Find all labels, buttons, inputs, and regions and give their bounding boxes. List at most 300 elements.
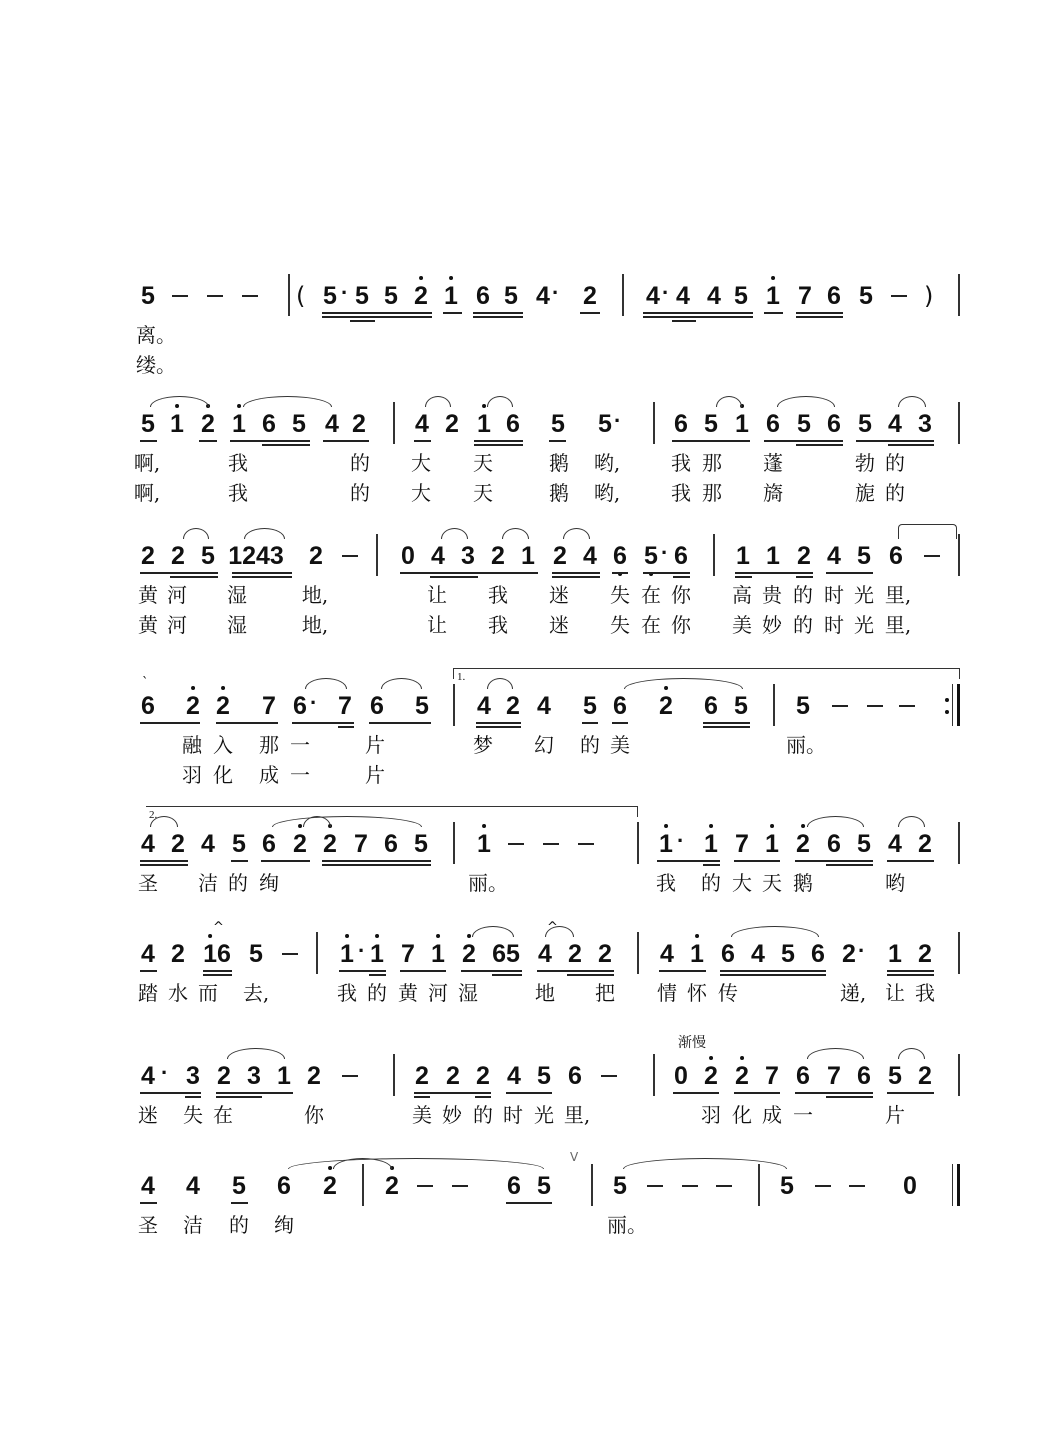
accent-mark: ` [142,676,149,691]
note [186,692,200,720]
note-digit: 1 [370,940,384,968]
note [903,1172,917,1200]
note [477,830,491,858]
lyric-syllable: 化 [732,1103,752,1127]
octave-up-dot [221,686,225,690]
note-digit: 6 [827,410,841,438]
note-digit: 7 [765,1062,779,1090]
note [660,940,674,968]
note [859,282,873,310]
note-digit: 7 [262,692,276,720]
score-system [0,671,1061,792]
sustain-dash [849,1185,865,1187]
note-digit: 5 [857,542,871,570]
octave-up-dot [375,934,379,938]
octave-up-dot [695,934,699,938]
lyric-syllable: 圣 [138,1213,158,1237]
note-digit: 2 [735,1062,749,1090]
note-digit: 2 [307,1062,321,1090]
accent-mark: ^ [547,920,558,935]
note-digit: 2 [491,542,505,570]
note-digit: 2 [462,940,476,968]
note-digit: 3 [918,410,932,438]
barline [958,932,960,974]
note [414,282,428,310]
octave-up-dot [709,1056,713,1060]
rhythm-underline [795,1092,873,1094]
volta-label: 1. [457,671,466,683]
note-digit: 5 [858,410,872,438]
note [765,1062,779,1090]
rhythm-underline [140,1092,201,1094]
note-digit: 2 [797,542,811,570]
lyric-syllable: 光 [854,613,874,637]
note [827,1062,841,1090]
note [766,282,780,310]
note [477,692,491,720]
octave-up-dot [482,404,486,408]
note [766,410,780,438]
rhythm-underline [230,440,310,442]
rhythm-underline [414,1096,430,1098]
rhythm-underline [170,576,218,578]
barline [637,932,639,974]
rhythm-underline [506,1202,552,1204]
note-digit: 4 [888,830,902,858]
note-digit: 6 [827,282,841,310]
note-digit: 6 [766,410,780,438]
note-digit: 6 [277,1172,291,1200]
lyric-syllable: 羽 [182,763,202,787]
note-digit: 2 [446,1062,460,1090]
augmentation-dot: · [341,280,349,305]
note-digit: 2 [415,1062,429,1090]
note-digit: 1 [766,282,780,310]
note [262,410,276,438]
rhythm-underline [476,726,521,728]
lyric-syllable: 鹅 [549,481,569,505]
note-digit: 5 [201,542,215,570]
lyric-syllable: 绚 [259,871,279,895]
rhythm-underline [203,974,232,976]
rhythm-underline [414,440,431,442]
lyric-syllable: 美 [610,733,630,757]
rhythm-underline [473,316,523,318]
note [401,542,415,570]
note-digit: 7 [338,692,352,720]
rhythm-underline [476,722,521,724]
lyric-syllable: 天 [473,481,493,505]
note-digit: 5 [292,410,306,438]
rhythm-underline [643,572,690,574]
note-digit: 4 [646,282,660,310]
rhythm-underline [185,1096,201,1098]
lyric-syllable: 水 [168,981,188,1005]
note-digit: 2 [476,1062,490,1090]
rhythm-underline [232,572,292,574]
note [613,542,627,570]
note [414,830,428,858]
rhythm-underline [261,860,310,862]
note-digit: 3 [247,1062,261,1090]
rhythm-underline [199,440,217,442]
note-digit: 2 [704,1062,718,1090]
lyric-syllable: 天 [473,451,493,475]
note-digit: 4 [537,692,551,720]
lyric-syllable: 幻 [534,733,554,757]
lyric-syllable: 我 [915,981,935,1005]
note [796,1062,810,1090]
note-digit: 7 [827,1062,841,1090]
lyric-syllable: 让 [885,981,905,1005]
octave-up-dot [801,824,805,828]
note [644,542,658,570]
note [277,1062,291,1090]
note [704,830,718,858]
note [521,542,535,570]
rhythm-underline [474,444,523,446]
rhythm-underline [672,440,750,442]
slur-tie [272,816,422,827]
slur-tie [563,528,590,539]
lyric-syllable: 把 [595,981,615,1005]
note [462,940,476,968]
note-digit: 5 [797,410,811,438]
rhythm-underline [473,312,523,314]
note [354,830,368,858]
note [734,282,748,310]
rhythm-underline [461,970,522,972]
note-digit: 2 [842,940,856,968]
lyric-syllable: 让 [427,613,447,637]
rhythm-underline [140,860,188,862]
note-digit: 4 [141,830,155,858]
rhythm-underline [322,860,431,862]
note-digit: 5 [704,410,718,438]
note [141,282,155,310]
lyric-syllable: 洁 [198,871,218,895]
sustain-dash [891,295,907,297]
note-digit: 5 [384,282,398,310]
note-digit: 4 [707,282,721,310]
note-digit: 4 [538,940,552,968]
lyric-syllable: 大 [732,871,752,895]
sustain-dash [832,705,848,707]
slur-tie [716,396,742,407]
note [780,1172,794,1200]
octave-up-dot [419,276,423,280]
note [262,830,276,858]
lyric-syllable: 迷 [549,613,569,637]
note-digit: 2 [414,282,428,310]
lyric-syllable: 地, [301,583,329,607]
note-digit: 2 [141,542,155,570]
slur-tie [150,396,209,407]
octave-up-dot [482,824,486,828]
note [797,542,811,570]
note [751,940,765,968]
lyric-syllable: 而 [198,981,218,1005]
note-digit: 4 [827,542,841,570]
barline [637,822,639,864]
sustain-dash [172,295,188,297]
note-digit: 4 [536,282,550,310]
note-digit: 2 [171,542,185,570]
lyric-syllable: 哟, [593,481,621,505]
rhythm-underline [140,572,218,574]
note-digit: 5 [888,1062,902,1090]
note [355,282,369,310]
note [674,410,688,438]
lyric-syllable: 大 [411,451,431,475]
barline [958,274,960,316]
lyric-syllable: 在 [213,1103,233,1127]
note-digit: 2 [445,410,459,438]
note [446,1062,460,1090]
lyric-syllable: 的 [228,871,248,895]
lyric-syllable: 鹅 [793,871,813,895]
note [735,410,749,438]
rhythm-underline [796,576,813,578]
sustain-dash [815,1185,831,1187]
slur-tie [898,524,957,539]
lyric-syllable: 的 [367,981,387,1005]
volta-bracket [146,806,638,821]
slur-tie [425,396,451,407]
note-digit: 6 [262,410,276,438]
note-digit: 5 [249,940,263,968]
lyric-syllable: 让 [427,583,447,607]
note [141,410,155,438]
note-digit: 5 [644,542,658,570]
lyric-syllable: 时 [824,613,844,637]
lyric-syllable: 地 [535,981,555,1005]
note [444,282,458,310]
note-digit: 6 [674,542,688,570]
note [385,1172,399,1200]
note-digit: 1243 [228,542,284,570]
lyric-syllable: 的 [229,1213,249,1237]
note-digit: 2 [918,1062,932,1090]
note [186,1172,200,1200]
note [232,410,246,438]
note-digit: 5 [141,410,155,438]
note [171,830,185,858]
score-system [0,809,1061,930]
rhythm-underline [492,974,522,976]
note [477,410,491,438]
parenthesis: ) [924,282,934,310]
note-digit: 5 [537,1062,551,1090]
lyric-syllable: 蓬 [763,451,783,475]
slur-tie [807,1048,864,1059]
note [827,830,841,858]
lyric-syllable: 洁 [183,1213,203,1237]
note-digit: 6 [507,1172,521,1200]
note-digit: 0 [674,1062,688,1090]
lyric-syllable: 贵 [762,583,782,607]
note [583,542,597,570]
lyric-syllable: 丽。 [607,1213,647,1237]
note-digit: 6 [476,282,490,310]
lyric-syllable: 哟, [593,451,621,475]
note [352,410,366,438]
lyric-syllable: 我 [656,871,676,895]
sustain-dash [417,1185,433,1187]
rhythm-underline [612,722,628,724]
lyric-syllable: 圣 [138,871,158,895]
lyric-syllable: 离。 [136,323,176,347]
lyric-syllable: 融 [182,733,202,757]
note [858,410,872,438]
slur-tie [227,1048,285,1059]
note-digit: 2 [918,940,932,968]
note-digit: 5 [323,282,337,310]
rhythm-underline [552,572,600,574]
note-digit: 1 [170,410,184,438]
note-digit: 4 [186,1172,200,1200]
note [537,1062,551,1090]
note-digit: 5 [613,1172,627,1200]
note [506,410,520,438]
lyric-syllable: 我 [228,481,248,505]
rhythm-underline [369,974,386,976]
note [888,940,902,968]
rhythm-underline [856,440,934,442]
note-digit: 4 [751,940,765,968]
sustain-dash [342,555,358,557]
lyric-syllable: 成 [259,763,279,787]
lyric-syllable: 美 [412,1103,432,1127]
note-digit: 1 [521,542,535,570]
note-digit: 5 [780,1172,794,1200]
sustain-dash [578,843,594,845]
lyric-syllable: 天 [762,871,782,895]
lyric-syllable: 你 [671,613,691,637]
note-digit: 2 [553,542,567,570]
note [704,692,718,720]
lyric-syllable: 你 [304,1103,324,1127]
barline [362,1164,364,1206]
note-digit: 2 [217,1062,231,1090]
rhythm-underline [887,860,934,862]
note [247,1062,261,1090]
lyric-syllable: 我 [671,451,691,475]
lyric-syllable: 鹅 [549,451,569,475]
note-digit: 2 [598,940,612,968]
sustain-dash [716,1185,732,1187]
note-digit: 1 [659,830,673,858]
rhythm-underline [657,860,720,862]
note [325,410,339,438]
note [766,542,780,570]
note-digit: 2 [506,692,520,720]
note-digit: 3 [186,1062,200,1090]
lyric-syllable: 的 [793,613,813,637]
note [476,1062,490,1090]
barline [958,822,960,864]
note-digit: 5 [781,940,795,968]
barline [316,932,318,974]
note-digit: 5 [232,830,246,858]
note-digit: 6 [721,940,735,968]
note-digit: 4 [141,1062,155,1090]
rhythm-underline [888,444,934,446]
rhythm-underline [475,1096,491,1098]
slur-tie [624,678,743,689]
note [216,692,230,720]
note-digit: 2 [352,410,366,438]
lyric-syllable: 我 [488,583,508,607]
note-digit: 6 [370,692,384,720]
rhythm-underline [140,970,157,972]
sustain-dash [543,843,559,845]
slur-tie [807,816,864,827]
lyric-syllable: 成 [762,1103,782,1127]
lyric-syllable: 黄 [138,583,158,607]
note-digit: 6 [293,692,307,720]
note [141,830,155,858]
note-digit: 4 [415,410,429,438]
rhythm-underline [720,970,826,972]
note-digit: 2 [216,692,230,720]
note [186,1062,200,1090]
note-digit: 1 [431,940,445,968]
rhythm-underline [323,440,369,442]
note [538,940,552,968]
sustain-dash [924,555,940,557]
rhythm-underline [262,444,310,446]
lyric-syllable: 光 [854,583,874,607]
sustain-dash [207,295,223,297]
octave-up-dot [208,934,212,938]
note [918,940,932,968]
note [797,410,811,438]
note-digit: 4 [141,940,155,968]
sustain-dash [601,1075,617,1077]
lyric-syllable: 里, [563,1103,591,1127]
slur-tie [777,396,835,407]
note [857,1062,871,1090]
note [370,692,384,720]
note-digit: 1 [277,1062,291,1090]
note [646,282,660,310]
slur-tie [441,528,468,539]
lyric-syllable: 黄 [138,613,158,637]
lyric-syllable: 缕。 [136,353,176,377]
note-digit: 1 [736,542,750,570]
octave-up-dot [740,1056,744,1060]
rhythm-underline [400,970,446,972]
note-digit: 4 [888,410,902,438]
lyric-syllable: 时 [824,583,844,607]
note [415,692,429,720]
score-system [0,410,1061,510]
rhythm-underline [703,864,720,866]
barline [453,684,455,726]
note [445,410,459,438]
sustain-dash [647,1185,663,1187]
rhythm-underline [735,576,752,578]
note [201,542,215,570]
rhythm-underline [140,1202,157,1204]
rhythm-underline [673,1092,719,1094]
note [537,1172,551,1200]
lyric-syllable: 地, [301,613,329,637]
lyric-syllable: 湿 [458,981,478,1005]
rhythm-underline [826,1096,873,1098]
sustain-dash [508,843,524,845]
